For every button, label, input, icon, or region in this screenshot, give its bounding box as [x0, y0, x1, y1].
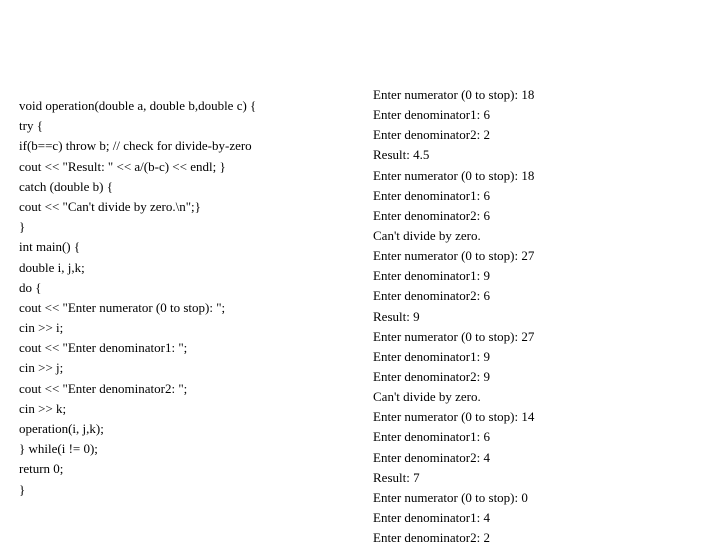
code-line: if(b==c) throw b; // check for divide-by-zero — [19, 138, 252, 154]
output-line: Enter denominator2: 2 — [373, 127, 490, 143]
output-line: Enter numerator (0 to stop): 14 — [373, 409, 535, 425]
output-line: Can't divide by zero. — [373, 389, 481, 405]
code-line: return 0; — [19, 461, 64, 477]
code-line: } — [19, 481, 26, 497]
code-line: } while(i != 0); — [19, 441, 98, 457]
output-line: Enter denominator2: 2 — [373, 530, 490, 546]
output-line: Enter numerator (0 to stop): 18 — [373, 87, 535, 102]
output-line: Enter denominator1: 6 — [373, 429, 490, 445]
program-output — [373, 85, 703, 548]
output-line: Enter numerator (0 to stop): 18 — [373, 167, 535, 183]
output-line: Enter denominator2: 6 — [373, 288, 490, 304]
output-line: Enter denominator1: 4 — [373, 509, 490, 525]
output-line: Can't divide by zero. — [373, 227, 481, 243]
code-line: int main() { — [19, 239, 81, 255]
code-line: void operation(double a, double b,double c) { — [19, 98, 257, 113]
code-line: cin >> j; — [19, 360, 64, 376]
output-line: Enter numerator (0 to stop): 27 — [373, 248, 535, 264]
code-line: do { — [19, 279, 42, 295]
output-line: Result: 4.5 — [373, 147, 430, 163]
code-line: cout << "Result: " << a/(b-c) << endl; } — [19, 158, 226, 174]
code-line: cout << "Enter denominator2: "; — [19, 380, 188, 396]
output-line: Enter denominator1: 9 — [373, 348, 490, 364]
output-line: Enter numerator (0 to stop): 27 — [373, 328, 535, 344]
code-line: double i, j,k; — [19, 259, 85, 275]
code-line: cin >> i; — [19, 320, 64, 336]
output-line: Result: 7 — [373, 469, 420, 485]
output-line: Enter denominator2: 4 — [373, 449, 490, 465]
output-line: Enter denominator2: 9 — [373, 368, 490, 384]
code-line: cout << "Enter denominator1: "; — [19, 340, 188, 356]
code-line: catch (double b) { — [19, 178, 113, 194]
code-line: cin >> k; — [19, 400, 67, 416]
code-line: cout << "Can't divide by zero.\n";} — [19, 198, 201, 214]
code-line: cout << "Enter numerator (0 to stop): "; — [19, 299, 226, 315]
output-line: Enter denominator2: 6 — [373, 207, 490, 223]
code-listing — [19, 96, 349, 500]
output-line: Enter denominator1: 9 — [373, 268, 490, 284]
output-line: Result: 9 — [373, 308, 420, 324]
output-line: Enter denominator1: 6 — [373, 187, 490, 203]
code-line: } — [19, 219, 26, 235]
code-line: try { — [19, 118, 43, 134]
code-line: operation(i, j,k); — [19, 421, 104, 436]
output-line: Enter numerator (0 to stop): 0 — [373, 489, 528, 505]
output-line: Enter denominator1: 6 — [373, 107, 490, 123]
